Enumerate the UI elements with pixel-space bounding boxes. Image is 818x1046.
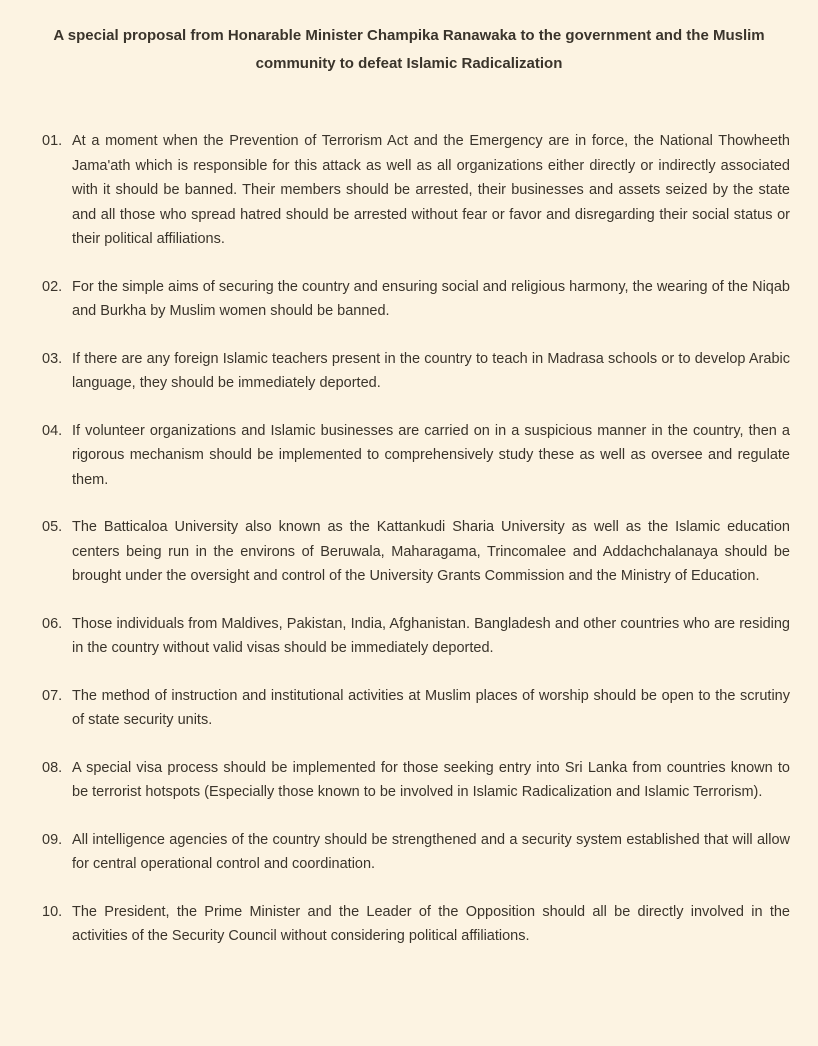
item-number: 07. <box>42 687 63 704</box>
list-item <box>42 756 790 805</box>
item-number: 06. <box>42 615 63 632</box>
item-text: All intelligence agencies of the country should be strengthened and a security system established that will allow for central operational control and coordination. <box>72 831 790 872</box>
item-text: The method of instruction and institutional activities at Muslim places of worship should be open to the scrutiny of state security units. <box>72 687 790 728</box>
list-item <box>42 684 790 733</box>
list-item <box>42 347 790 396</box>
list-item <box>42 419 790 493</box>
list-item <box>42 275 790 324</box>
item-text: If there are any foreign Islamic teachers present in the country to teach in Madrasa schools or to develop Arabic language, they should be immediately deported. <box>72 350 790 391</box>
item-number: 09. <box>42 831 63 848</box>
proposal-list <box>42 129 790 949</box>
item-number: 10. <box>42 903 63 920</box>
item-number: 04. <box>42 422 63 439</box>
item-number: 05. <box>42 519 63 535</box>
list-item <box>42 900 790 949</box>
item-number: 03. <box>42 350 63 367</box>
item-number: 08. <box>42 759 63 776</box>
list-item <box>42 828 790 877</box>
item-text: A special visa process should be implemented for those seeking entry into Sri Lanka from countries known to be terrorist hotspots (Especially those known to be involved in Islamic Radicalization and Islamic Terrorism). <box>72 759 790 800</box>
list-item <box>42 515 790 589</box>
item-number: 02. <box>42 278 63 295</box>
item-text: At a moment when the Prevention of Terrorism Act and the Emergency are in force, the National Thowheeth Jama'ath which is responsible for this attack as well as all organizations either directly or indirectly associated with it should be banned. Their members should be arrested, their businesses and assets seized by the state and all those who spread hatred should be arrested without fear or favor and disregarding their social status or their political affiliations. <box>72 133 790 247</box>
item-number: 01. <box>42 133 63 149</box>
list-item <box>42 612 790 661</box>
item-text: If volunteer organizations and Islamic businesses are carried on in a suspicious manner in the country, then a rigorous mechanism should be implemented to comprehensively study these as well as oversee and regulate them. <box>72 422 790 488</box>
list-item <box>42 129 790 252</box>
document-title: A special proposal from Honarable Minister Champika Ranawaka to the government and the Muslim community to defeat Islamic Radicalization <box>53 27 765 72</box>
item-text: For the simple aims of securing the country and ensuring social and religious harmony, the wearing of the Niqab and Burkha by Muslim women should be banned. <box>72 278 790 319</box>
item-text: The Batticaloa University also known as the Kattankudi Sharia University as well as the Islamic education centers being run in the environs of Beruwala, Maharagama, Trincomalee and Addachchalanaya should be brought under the oversight and control of the University Grants Commission and the Ministry of Education. <box>72 519 790 584</box>
item-text: The President, the Prime Minister and the Leader of the Opposition should all be directly involved in the activities of the Security Council without considering political affiliations. <box>72 903 790 944</box>
item-text: Those individuals from Maldives, Pakistan, India, Afghanistan. Bangladesh and other countries who are residing in the country without valid visas should be immediately deported. <box>72 615 790 656</box>
